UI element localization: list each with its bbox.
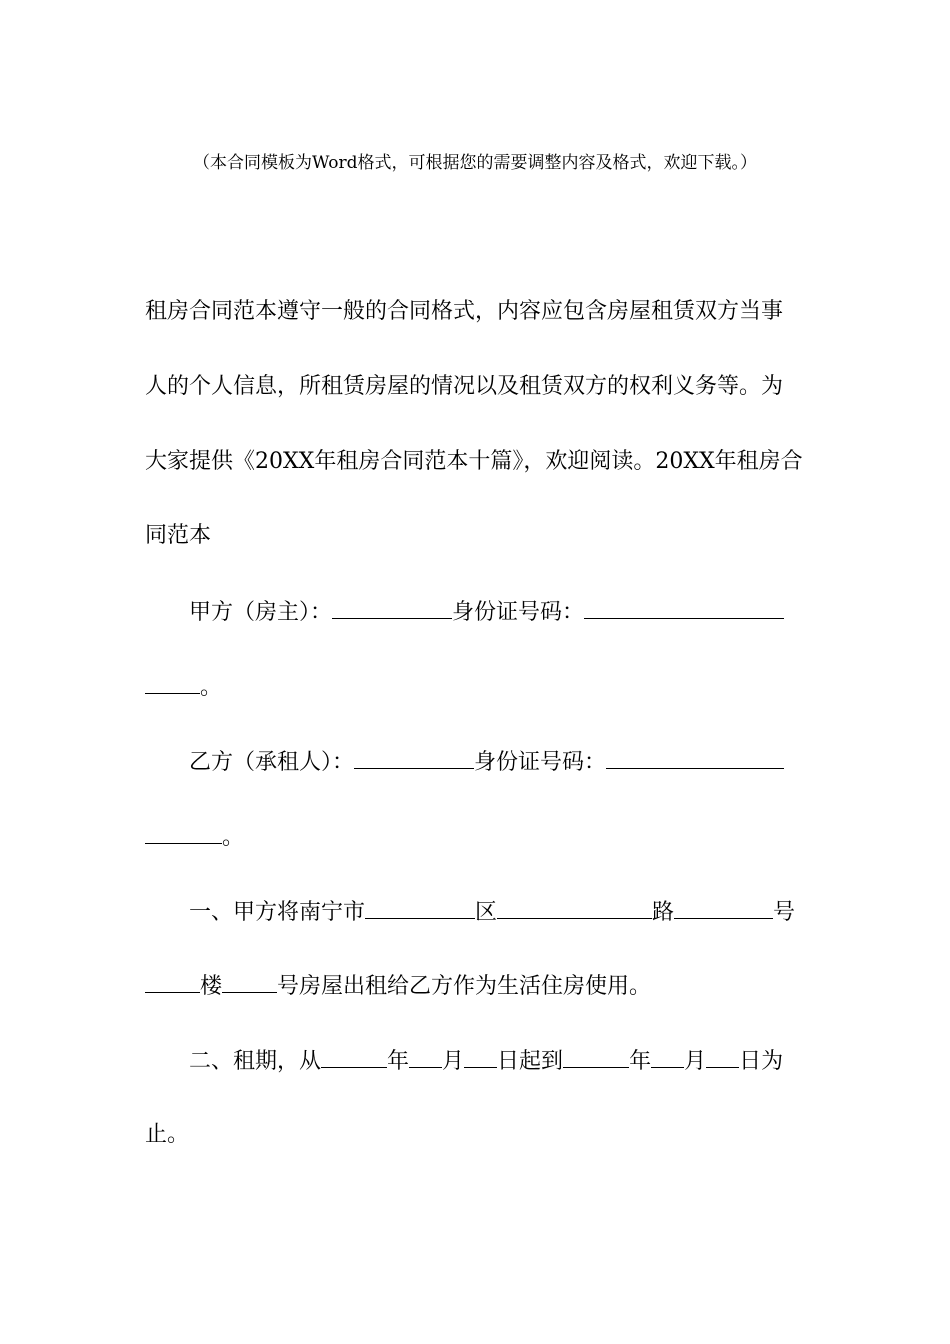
number-blank [674, 896, 773, 919]
party-a-line-cont [145, 671, 222, 703]
end-day-blank [706, 1045, 739, 1068]
party-a-end: 。 [200, 675, 223, 700]
party-a-line [189, 596, 784, 628]
room-number-blank [222, 970, 277, 993]
road-blank [497, 896, 652, 919]
party-b-line-cont [145, 821, 244, 853]
start-year-blank [321, 1045, 387, 1068]
party-b-id-label: 身份证号码： [474, 750, 607, 775]
party-a-label: 甲方（房主）： [189, 600, 333, 625]
clause-1-line-cont [145, 970, 651, 1002]
end-month-label: 月 [684, 1049, 707, 1074]
intro-line-4: 同范本 [145, 523, 212, 548]
party-b-name-blank [354, 746, 474, 769]
clause-2-line [189, 1045, 783, 1077]
end-year-blank [563, 1045, 629, 1068]
district-blank [365, 896, 475, 919]
party-a-id-blank [584, 596, 784, 619]
district-label: 区 [475, 900, 498, 925]
start-month-label: 月 [442, 1049, 465, 1074]
start-day-label: 日起到 [497, 1049, 564, 1074]
party-a-id-label: 身份证号码： [452, 600, 585, 625]
intro-line-2: 人的个人信息，所租赁房屋的情况以及租赁双方的权利义务等。为 [145, 374, 784, 399]
party-a-id-blank-cont [145, 671, 200, 694]
party-b-id-blank [606, 746, 784, 769]
building-label: 楼 [200, 974, 223, 999]
party-b-id-blank-cont [145, 821, 222, 844]
party-b-line [189, 746, 784, 778]
clause-2-prefix: 二、租期，从 [189, 1049, 322, 1074]
road-label: 路 [652, 900, 675, 925]
intro-line-1: 租房合同范本遵守一般的合同格式，内容应包含房屋租赁双方当事 [145, 299, 784, 324]
end-day-label: 日为 [739, 1049, 784, 1074]
clause-1-prefix: 一、甲方将南宁市 [189, 900, 366, 925]
template-note: （本合同模板为Word格式，可根据您的需要调整内容及格式，欢迎下载。） [192, 153, 758, 173]
intro-line-3: 大家提供《20XX年租房合同范本十篇》，欢迎阅读。20XX年租房合 [145, 449, 803, 474]
start-day-blank [464, 1045, 497, 1068]
start-year-label: 年 [387, 1049, 410, 1074]
party-a-name-blank [332, 596, 452, 619]
building-number-blank [145, 970, 200, 993]
end-year-label: 年 [629, 1049, 652, 1074]
start-month-blank [409, 1045, 442, 1068]
end-month-blank [651, 1045, 684, 1068]
number-label: 号 [773, 900, 796, 925]
clause-1-rest: 号房屋出租给乙方作为生活住房使用。 [277, 974, 652, 999]
party-b-end: 。 [222, 825, 245, 850]
clause-1-line [189, 896, 795, 928]
clause-2-line-cont: 止。 [145, 1122, 190, 1147]
party-b-label: 乙方（承租人）： [189, 750, 355, 775]
